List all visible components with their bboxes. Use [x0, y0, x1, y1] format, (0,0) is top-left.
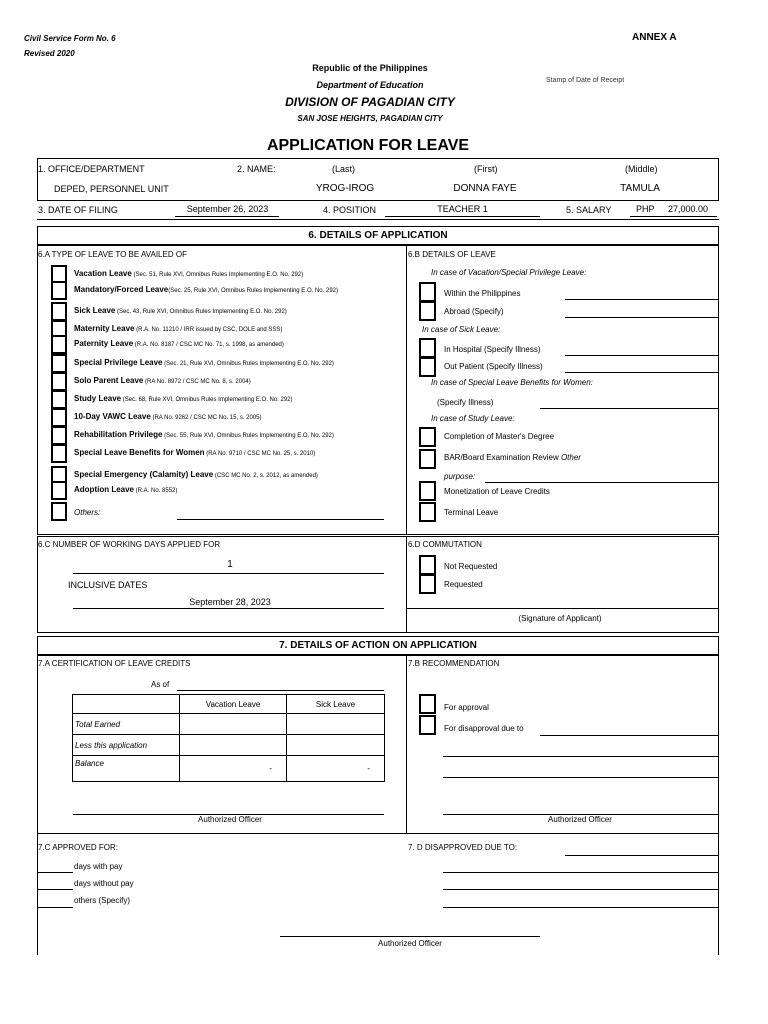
balance-vacation[interactable]: -	[180, 756, 287, 782]
name-label: 2. NAME:	[237, 164, 276, 174]
less-application-label: Less this application	[73, 735, 180, 756]
others-specify-label: others (Specify)	[74, 896, 131, 905]
leave-type-checkbox[interactable]	[51, 390, 67, 409]
within-ph-checkbox[interactable]	[419, 282, 436, 302]
leave-credits-table	[72, 694, 385, 782]
first-name-value[interactable]: DONNA FAYE	[453, 183, 517, 194]
total-earned-sick[interactable]	[287, 714, 385, 735]
women-case-label: In case of Special Leave Benefits for Women:	[431, 378, 593, 387]
first-label: (First)	[474, 164, 498, 174]
authorized-officer-7b: Authorized Officer	[548, 815, 612, 824]
salary-value[interactable]: 27,000.00	[668, 204, 709, 214]
abroad-checkbox[interactable]	[419, 301, 436, 321]
middle-name-value[interactable]: TAMULA	[620, 183, 660, 194]
division-label: DIVISION OF PAGADIAN CITY	[285, 95, 455, 109]
less-application-vacation[interactable]	[180, 735, 287, 756]
col-sick-header: Sick Leave	[287, 695, 385, 714]
leave-type-checkbox[interactable]	[51, 444, 67, 463]
section-6-title: 6. DETAILS OF APPLICATION	[37, 226, 719, 245]
total-earned-label: Total Earned	[73, 714, 180, 735]
leave-type-checkbox[interactable]	[51, 302, 67, 321]
for-disapproval-label: For disapproval due to	[444, 724, 524, 733]
leave-type-label: Vacation Leave (Sec. 51, Rule XVI, Omnibus Rules Implementing E.O. No. 292)	[74, 269, 304, 278]
page-title: APPLICATION FOR LEAVE	[266, 137, 470, 154]
leave-type-label: Maternity Leave (R.A. No. 11210 / IRR issued by CSC, DOLE and SSS)	[74, 324, 283, 333]
for-approval-label: For approval	[444, 703, 489, 712]
middle-label: (Middle)	[625, 164, 658, 174]
leave-type-label: Special Leave Benefits for Women (RA No. 9710 / CSC MC No. 25, s. 2010)	[74, 448, 316, 457]
leave-type-label: Rehabilitation Privilege (Sec. 55, Rule XVI, Omnibus Rules Implementing E.O. No. 292)	[74, 430, 334, 439]
terminal-leave-checkbox[interactable]	[419, 502, 436, 522]
for-disapproval-checkbox[interactable]	[419, 715, 436, 735]
department-label: Department of Education	[316, 80, 424, 90]
leave-type-label: Study Leave (Sec. 68, Rule XVI, Omnibus Rules Implementing E.O. No. 292)	[74, 394, 293, 403]
days-with-pay-label: days with pay	[74, 862, 123, 871]
leave-type-label: Sick Leave (Sec. 43, Rule XVI, Omnibus Rules Implementing E.O. No. 292)	[74, 306, 287, 315]
masters-checkbox[interactable]	[419, 427, 436, 447]
section-7b-label: 7.B RECOMMENDATION	[408, 659, 500, 668]
form-number: Civil Service Form No. 6	[24, 34, 116, 43]
leave-type-label: Paternity Leave (R.A. No. 8187 / CSC MC No. 71, s. 1998, as amended)	[74, 339, 284, 348]
salary-currency: PHP	[636, 204, 655, 214]
abroad-label: Abroad (Specify)	[444, 307, 504, 316]
vacation-case-label: In case of Vacation/Special Privilege Leave:	[431, 268, 587, 277]
others-checkbox[interactable]	[51, 502, 67, 521]
out-patient-label: Out Patient (Specify Illness)	[444, 362, 543, 371]
monetization-checkbox[interactable]	[419, 481, 436, 501]
others-label: Others:	[74, 508, 101, 517]
last-label: (Last)	[332, 164, 356, 174]
bar-review-label: BAR/Board Examination Review Other	[444, 453, 581, 462]
leave-type-checkbox[interactable]	[51, 335, 67, 354]
leave-type-checkbox[interactable]	[51, 481, 67, 500]
balance-label: Balance	[73, 756, 180, 782]
bar-review-checkbox[interactable]	[419, 449, 436, 469]
authorized-officer-final: Authorized Officer	[378, 939, 442, 948]
less-application-sick[interactable]	[287, 735, 385, 756]
total-earned-vacation[interactable]	[180, 714, 287, 735]
leave-type-label: Special Emergency (Calamity) Leave (CSC MC No. 2, s. 2012, as amended)	[74, 470, 318, 479]
applicant-signature-label: (Signature of Applicant)	[518, 614, 602, 623]
study-case-label: In case of Study Leave:	[431, 414, 515, 423]
col-vacation-header: Vacation Leave	[180, 695, 287, 714]
date-filing-value[interactable]: September 26, 2023	[186, 204, 269, 214]
purpose-label: purpose:	[444, 472, 476, 481]
office-value[interactable]: DEPED, PERSONNEL UNIT	[54, 184, 169, 194]
leave-type-checkbox[interactable]	[51, 354, 67, 373]
address-label: SAN JOSE HEIGHTS, PAGADIAN CITY	[297, 114, 443, 123]
leave-type-checkbox[interactable]	[51, 372, 67, 391]
balance-sick[interactable]: -	[287, 756, 385, 782]
leave-type-checkbox[interactable]	[51, 426, 67, 445]
monetization-label: Monetization of Leave Credits	[444, 487, 550, 496]
leave-type-checkbox[interactable]	[51, 281, 67, 300]
position-value[interactable]: TEACHER 1	[437, 204, 488, 214]
leave-type-label: 10-Day VAWC Leave (RA No. 9262 / CSC MC No. 15, s. 2005)	[74, 412, 262, 421]
inclusive-dates-value[interactable]: September 28, 2023	[189, 597, 271, 607]
position-label: 4. POSITION	[323, 205, 377, 215]
as-of-label: As of	[151, 680, 170, 689]
stamp-label: Stamp of Date of Receipt	[546, 77, 625, 84]
days-applied-value[interactable]: 1	[227, 559, 233, 570]
section-7-title: 7. DETAILS OF ACTION ON APPLICATION	[37, 636, 719, 655]
not-requested-checkbox[interactable]	[419, 555, 436, 575]
leave-type-label: Solo Parent Leave (RA No. 8972 / CSC MC No. 8, s. 2004)	[74, 376, 251, 385]
section-7c-label: 7.C APPROVED FOR:	[38, 843, 119, 852]
for-approval-checkbox[interactable]	[419, 694, 436, 714]
leave-type-label: Mandatory/Forced Leave(Sec. 25, Rule XVI, Omnibus Rules Implementing E.O. No. 292)	[74, 285, 338, 294]
in-hospital-checkbox[interactable]	[419, 338, 436, 358]
office-label: 1. OFFICE/DEPARTMENT	[38, 164, 145, 174]
out-patient-checkbox[interactable]	[419, 357, 436, 377]
date-filing-label: 3. DATE OF FILING	[38, 205, 118, 215]
revised-year: Revised 2020	[24, 49, 75, 58]
days-without-pay-label: days without pay	[74, 879, 134, 888]
within-ph-label: Within the Philippines	[444, 289, 521, 298]
inclusive-dates-label: INCLUSIVE DATES	[68, 580, 148, 590]
leave-type-label: Special Privilege Leave (Sec. 21, Rule XVI, Omnibus Rules Implementing E.O. No. 292)	[74, 358, 334, 367]
leave-type-checkbox[interactable]	[51, 408, 67, 427]
last-name-value[interactable]: YROG-IROG	[315, 183, 375, 194]
section-6c-label: 6.C NUMBER OF WORKING DAYS APPLIED FOR	[38, 540, 221, 549]
section-7d-label: 7. D DISAPPROVED DUE TO:	[408, 843, 518, 852]
in-hospital-label: In Hospital (Specify Illness)	[444, 345, 541, 354]
masters-label: Completion of Master's Degree	[444, 432, 555, 441]
section-6b-label: 6.B DETAILS OF LEAVE	[408, 250, 496, 259]
section-6d-label: 6.D COMMUTATION	[408, 540, 482, 549]
authorized-officer-7a: Authorized Officer	[198, 815, 262, 824]
salary-label: 5. SALARY	[566, 205, 612, 215]
leave-type-label: Adoption Leave (R.A. No. 8552)	[74, 485, 178, 494]
terminal-leave-label: Terminal Leave	[444, 508, 499, 517]
section-7a-label: 7.A CERTIFICATION OF LEAVE CREDITS	[38, 659, 191, 668]
republic-label: Republic of the Philippines	[312, 63, 428, 73]
specify-illness-label: (Specify Illness)	[437, 398, 494, 407]
not-requested-label: Not Requested	[444, 562, 498, 571]
sick-case-label: In case of Sick Leave:	[422, 325, 501, 334]
annex-label: ANNEX A	[632, 32, 677, 43]
requested-label: Requested	[444, 580, 483, 589]
requested-checkbox[interactable]	[419, 574, 436, 594]
section-6a-label: 6.A TYPE OF LEAVE TO BE AVAILED OF	[38, 250, 187, 259]
